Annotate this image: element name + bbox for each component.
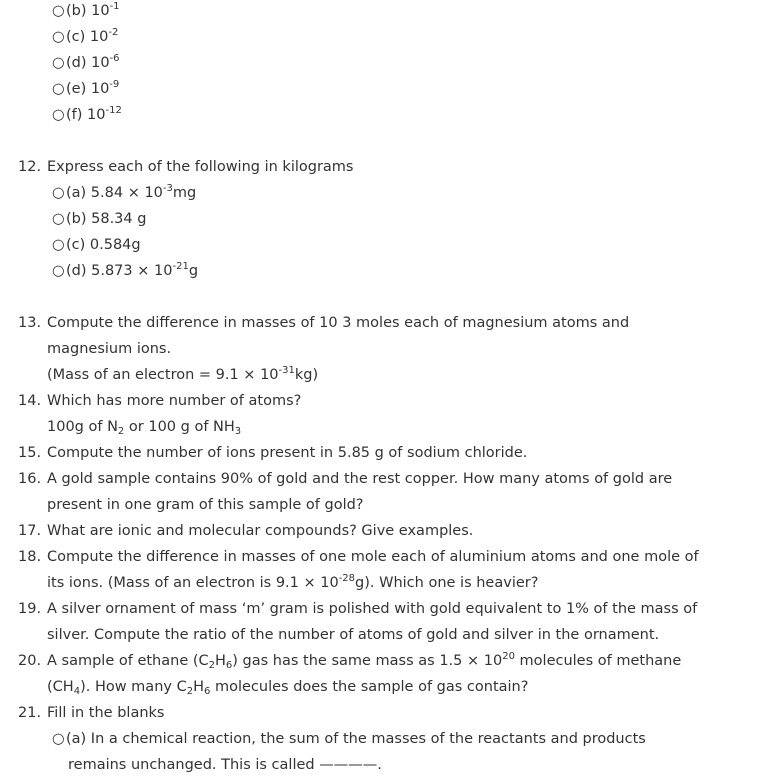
question-number: 16. — [18, 471, 42, 487]
bullet-icon: ○ — [52, 731, 65, 747]
q12-option-d: ○(d) $5.873 \times 10^{-21}g$ — [52, 261, 199, 279]
bullet-icon: ○ — [52, 185, 65, 201]
bullet-icon: ○ — [52, 107, 65, 123]
question-text: Express each of the following in kilograms — [47, 159, 354, 175]
question-16-line-2: present in one gram of this sample of gold? — [47, 497, 364, 513]
bullet-icon: ○ — [52, 263, 65, 279]
bullet-icon: ○ — [52, 211, 65, 227]
question-text: Compute the difference in masses of one mole each of aluminium atoms and one mole of — [47, 549, 699, 565]
question-number: 20. — [18, 653, 42, 669]
question-number: 21. — [18, 705, 42, 721]
question-18-line-2: its ions. (Mass of an electron is $9.1 \times 10^{-28}g$). Which one is heavier? — [47, 573, 539, 591]
question-text: A sample of ethane $(C_2H_6)$ gas has the same mass as $1.5 \times 10^{20}$ molecules of methane — [47, 651, 682, 671]
bullet-icon: ○ — [52, 81, 65, 97]
question-20-line-2: $(CH_4)$. How many $C_2H_6$ molecules does the sample of gas contain? — [47, 679, 529, 697]
q11-option-b: ○(b) $10^{-1}$ — [52, 1, 120, 19]
question-text: A silver ornament of mass ‘m’ gram is polished with gold equivalent to 1% of the mass of — [47, 601, 698, 617]
bullet-icon: ○ — [52, 237, 65, 253]
question-number: 19. — [18, 601, 42, 617]
question-number: 17. — [18, 523, 42, 539]
question-text: Fill in the blanks — [47, 705, 165, 721]
question-13-line-3: (Mass of an electron = $9.1 \times 10^{-31}kg$) — [47, 365, 319, 383]
q12-option-c: ○(c) 0.584g — [52, 237, 141, 253]
question-19-line-2: silver. Compute the ratio of the number of atoms of gold and silver in the ornament. — [47, 627, 660, 643]
q12-option-a: ○(a) $5.84 \times 10^{-3}mg$ — [52, 183, 197, 201]
question-number: 12. — [18, 159, 42, 175]
question-number: 15. — [18, 445, 42, 461]
question-text: Compute the number of ions present in 5.85 g of sodium chloride. — [47, 445, 528, 461]
question-number: 13. — [18, 315, 42, 331]
q21-option-a-line-2: remains unchanged. This is called ————. — [68, 757, 382, 773]
q11-option-f: ○(f) $10^{-12}$ — [52, 105, 122, 123]
q21-option-a: ○(a) In a chemical reaction, the sum of the masses of the reactants and products — [52, 731, 646, 747]
q11-option-d: ○(d) $10^{-6}$ — [52, 53, 120, 71]
question-text: Compute the difference in masses of 10 3 moles each of magnesium atoms and — [47, 315, 630, 331]
question-number: 18. — [18, 549, 42, 565]
bullet-icon: ○ — [52, 3, 65, 19]
q11-option-c: ○(c) $10^{-2}$ — [52, 27, 119, 45]
question-14-line-2: 100g of $N_2$ or 100 g of $NH_3$ — [47, 419, 242, 437]
q12-option-b: ○(b) 58.34 g — [52, 211, 147, 227]
question-text: Which has more number of atoms? — [47, 393, 302, 409]
bullet-icon: ○ — [52, 55, 65, 71]
question-text: What are ionic and molecular compounds? Give examples. — [47, 523, 474, 539]
question-number: 14. — [18, 393, 42, 409]
q11-option-e: ○(e) $10^{-9}$ — [52, 79, 120, 97]
question-13-line-2: magnesium ions. — [47, 341, 172, 357]
bullet-icon: ○ — [52, 29, 65, 45]
question-text: A gold sample contains 90% of gold and the rest copper. How many atoms of gold are — [47, 471, 673, 487]
